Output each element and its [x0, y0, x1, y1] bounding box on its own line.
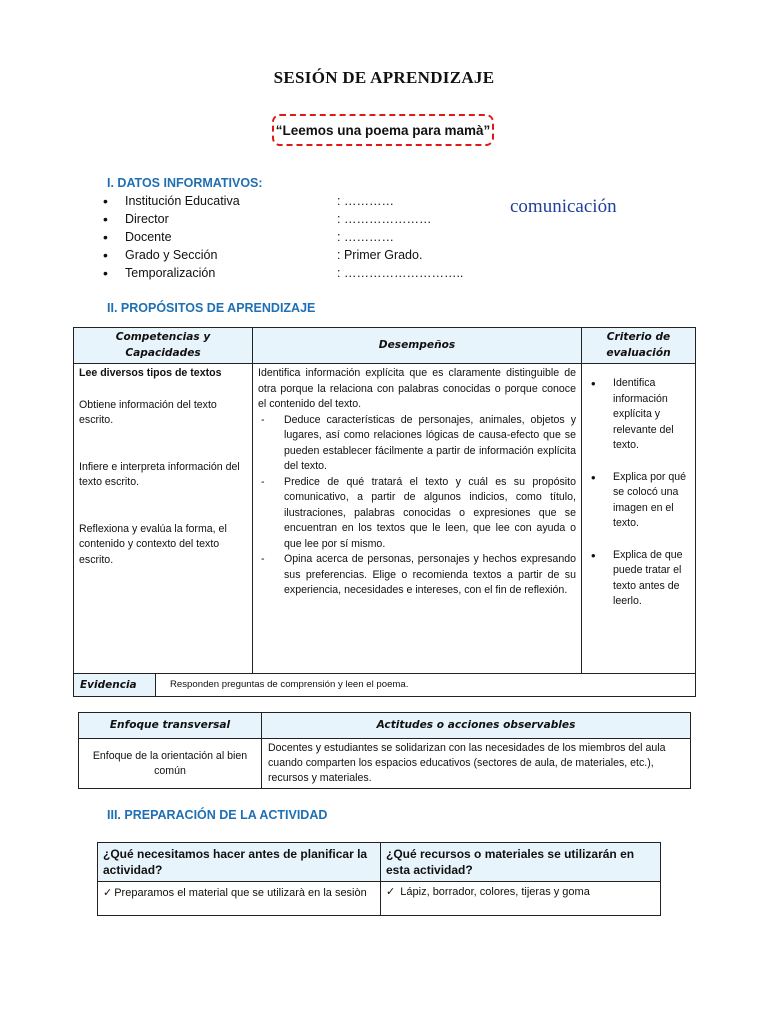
info-row — [103, 228, 394, 246]
area-label: comunicación — [510, 196, 617, 217]
criterios-cell — [582, 364, 696, 674]
criterio-item: • Explica de que puede tratar el texto antes de leerlo. — [587, 548, 690, 610]
info-row — [103, 246, 422, 264]
capacidad-item: Infiere e interpreta información del texto escrito. — [79, 460, 240, 488]
answer-planificar — [98, 882, 381, 916]
capacidad-item: Reflexiona y evalúa la forma, el contenido y contexto del texto escrito. — [79, 522, 227, 566]
header-enfoque: Enfoque transversal — [79, 713, 262, 739]
capacidad-item: Obtiene información del texto escrito. — [79, 398, 217, 426]
criterios-list — [587, 376, 690, 610]
page-title: SESIÓN DE APRENDIZAJE — [273, 68, 495, 87]
section-heading-datos: I. DATOS INFORMATIVOS: — [107, 176, 263, 190]
header-actitudes: Actitudes o acciones observables — [262, 713, 691, 739]
info-label: Temporalización — [125, 266, 216, 280]
info-value: : ……………………….. — [337, 266, 464, 280]
section-heading-propositos: II. PROPÓSITOS DE APRENDIZAJE — [107, 301, 316, 315]
actitudes-cell: Docentes y estudiantes se solidarizan con las necesidades de los miembros del aula cuando comparten los espacios educativos (sectores de aula, de materiales, etc.), recursos y materiales. — [262, 739, 691, 789]
question-recursos: ¿Qué recursos o materiales se utilizarán en esta actividad? — [381, 843, 661, 882]
answer-text: Preparamos el material que se utilizarà en la sesiòn — [114, 887, 367, 899]
info-label: Docente — [125, 230, 172, 244]
preparacion-table — [97, 842, 661, 916]
info-value: : Primer Grado. — [337, 248, 423, 262]
competencias-cell — [74, 364, 253, 674]
info-label: Grado y Sección — [125, 248, 218, 262]
desempeno-item: - Predice de qué tratará el texto y cuál es su propósito comunicativo, a partir de algunos indicios, como título, ilustraciones, palabras conocidas o expresiones que se encuentran en los textos que le leen, que lee con ayuda o que lee por sí mismo. — [258, 475, 576, 553]
desempeno-intro: Identifica información explícita que es claramente distinguible de otra porque la relaciona con palabras conocidas o porque conoce el contenido del texto. — [258, 367, 576, 410]
info-row — [103, 264, 463, 282]
info-row — [103, 192, 394, 210]
desempenos-cell — [253, 364, 582, 674]
info-row — [103, 210, 431, 228]
bullet-icon: • — [103, 193, 108, 209]
evidencia-label: Evidencia — [74, 674, 156, 696]
info-value: : ………… — [337, 194, 394, 208]
desempeno-item: - Deduce características de personajes, animales, objetos y lugares, así como relaciones lógicas de causa-efecto que se pueden establecer fácilmente a partir de información explícita del texto. — [258, 413, 576, 475]
criterio-item: • Identifica información explícita y relevante del texto. — [587, 376, 690, 454]
bullet-icon: • — [103, 229, 108, 245]
question-planificar: ¿Qué necesitamos hacer antes de planificar la actividad? — [98, 843, 381, 882]
bullet-icon: • — [103, 265, 108, 281]
header-desempenos: Desempeños — [253, 328, 582, 364]
propositos-table — [73, 327, 696, 697]
info-value: : ………………… — [337, 212, 432, 226]
enfoque-cell: Enfoque de la orientación al bien común — [79, 739, 262, 789]
info-value: : ………… — [337, 230, 394, 244]
header-competencias: Competencias y Capacidades — [74, 328, 253, 364]
criterio-item: • Explica por qué se colocó una imagen en el texto. — [587, 470, 690, 532]
check-icon: ✓ — [103, 887, 113, 899]
enfoque-table — [78, 712, 691, 789]
check-icon: ✓ — [386, 886, 396, 898]
info-label: Director — [125, 212, 169, 226]
answer-text: Lápiz, borrador, colores, tijeras y goma — [400, 886, 590, 898]
header-criterio: Criterio de evaluación — [582, 328, 696, 364]
bullet-icon: • — [103, 211, 108, 227]
desempeno-item: - Opina acerca de personas, personajes y hechos expresando sus preferencias. Elige o recomienda textos a partir de su experiencia, necesidades e intereses, con el fin de reflexión. — [258, 552, 576, 599]
evidencia-row — [74, 674, 696, 697]
session-subtitle: “Leemos una poema para mamà” — [272, 114, 494, 146]
bullet-icon: • — [103, 247, 108, 263]
desempenos-list — [258, 413, 576, 599]
info-label: Institución Educativa — [125, 194, 240, 208]
competencia-title: Lee diversos tipos de textos — [79, 367, 222, 379]
answer-recursos — [381, 882, 661, 916]
section-heading-preparacion: III. PREPARACIÓN DE LA ACTIVIDAD — [107, 808, 328, 822]
evidencia-text: Responden preguntas de comprensión y leen el poema. — [170, 679, 409, 691]
